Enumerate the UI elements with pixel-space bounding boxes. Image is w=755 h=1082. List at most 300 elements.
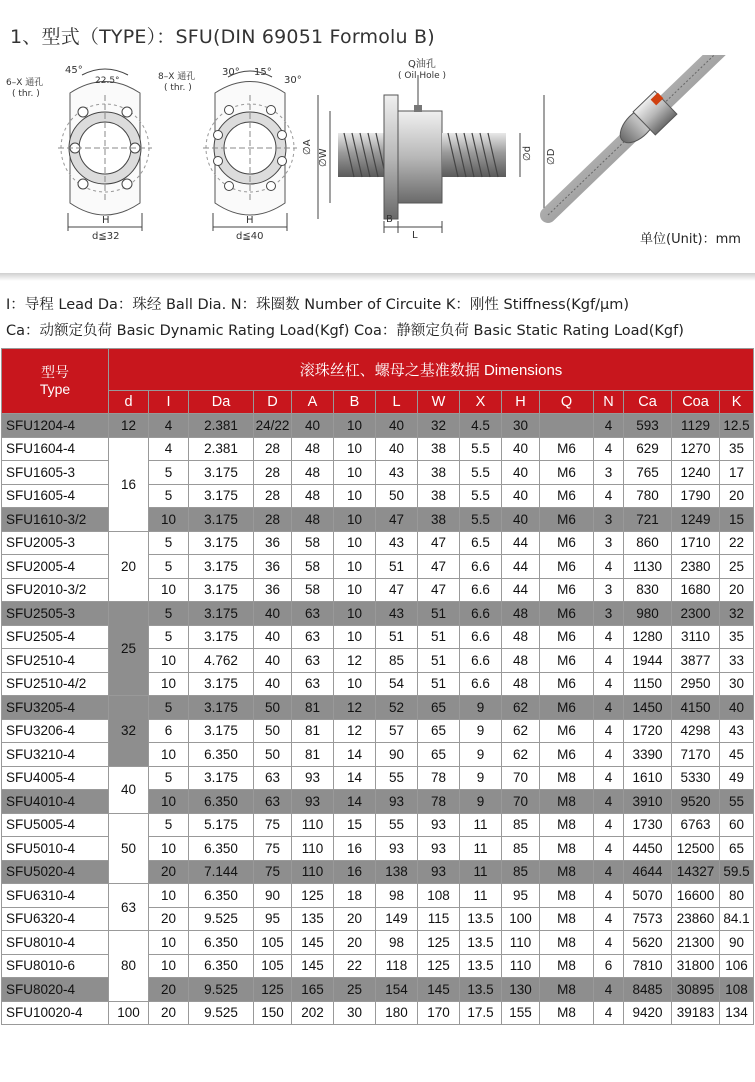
table-row (2, 437, 754, 461)
cell-q: M8 (540, 860, 594, 884)
cell-k: 15 (720, 508, 754, 532)
l-label: L (412, 230, 418, 241)
cell-k: 30 (720, 672, 754, 696)
cell-h: 44 (502, 531, 540, 555)
cell-b: 12 (334, 649, 376, 673)
cell-ca: 1944 (624, 649, 672, 673)
cell-q: M8 (540, 790, 594, 814)
cell-coa: 7170 (672, 743, 720, 767)
cell-ca: 9420 (624, 1001, 672, 1025)
cell-d: 150 (254, 1001, 292, 1025)
cell-h: 100 (502, 907, 540, 931)
column-header: Ca (624, 391, 672, 414)
angle-30b-label: 30° (284, 75, 302, 86)
cell-coa: 39183 (672, 1001, 720, 1025)
angle-15-label: 15° (254, 67, 272, 78)
cell-i: 5 (149, 625, 189, 649)
cell-ca: 980 (624, 602, 672, 626)
cell-b: 10 (334, 555, 376, 579)
cell-coa: 1680 (672, 578, 720, 602)
cell-x: 6.6 (460, 649, 502, 673)
cell-x: 11 (460, 884, 502, 908)
model-cell: SFU8010-4 (2, 931, 109, 955)
dia-d-large-label: ∅D (546, 148, 557, 165)
cell-i: 10 (149, 884, 189, 908)
cell-w: 38 (418, 461, 460, 485)
cell-coa: 1249 (672, 508, 720, 532)
cell-k: 84.1 (720, 907, 754, 931)
cell-a: 93 (292, 790, 334, 814)
model-cell: SFU3205-4 (2, 696, 109, 720)
table-row (2, 696, 754, 720)
cell-x: 11 (460, 860, 502, 884)
cell-ca: 3910 (624, 790, 672, 814)
cell-n: 4 (594, 884, 624, 908)
cell-n: 4 (594, 696, 624, 720)
cell-coa: 16600 (672, 884, 720, 908)
cell-n: 4 (594, 907, 624, 931)
shaft-diameter-cell: 40 (109, 766, 149, 813)
thr-label-2: ( thr. ) (164, 83, 192, 93)
model-cell: SFU3210-4 (2, 743, 109, 767)
cell-b: 10 (334, 461, 376, 485)
cell-w: 51 (418, 649, 460, 673)
h-label-2: H (246, 215, 254, 226)
cell-a: 58 (292, 555, 334, 579)
cell-k: 43 (720, 719, 754, 743)
column-header: d (109, 391, 149, 414)
flange-view-6-hole (6, 65, 152, 242)
shaft-diameter-cell: 16 (109, 437, 149, 531)
cell-b: 25 (334, 978, 376, 1002)
cell-h: 44 (502, 578, 540, 602)
cell-ca: 8485 (624, 978, 672, 1002)
cell-k: 60 (720, 813, 754, 837)
page-title: 1、型式（TYPE）：SFU(DIN 69051 Formolu B) (10, 26, 435, 48)
cell-b: 10 (334, 578, 376, 602)
d-le-40-label: d≦40 (236, 231, 264, 242)
cell-w: 51 (418, 625, 460, 649)
column-header: K (720, 391, 754, 414)
cell-x: 11 (460, 813, 502, 837)
cell-n: 4 (594, 978, 624, 1002)
column-header: Da (189, 391, 254, 414)
cell-b: 14 (334, 766, 376, 790)
cell-d: 75 (254, 813, 292, 837)
cell-a: 110 (292, 860, 334, 884)
column-header: Coa (672, 391, 720, 414)
cell-i: 6 (149, 719, 189, 743)
cell-i: 5 (149, 813, 189, 837)
cell-i: 10 (149, 837, 189, 861)
cell-coa: 14327 (672, 860, 720, 884)
cell-ca: 1450 (624, 696, 672, 720)
cell-n: 4 (594, 414, 624, 438)
cell-a: 93 (292, 766, 334, 790)
cell-a: 145 (292, 954, 334, 978)
cell-da: 3.175 (189, 719, 254, 743)
cell-ca: 5070 (624, 884, 672, 908)
model-cell: SFU1604-4 (2, 437, 109, 461)
cell-a: 81 (292, 696, 334, 720)
cell-x: 13.5 (460, 907, 502, 931)
cell-d: 105 (254, 931, 292, 955)
table-row (2, 813, 754, 837)
oil-hole-label: Q油孔 (408, 59, 436, 70)
cell-x: 9 (460, 743, 502, 767)
cell-a: 48 (292, 437, 334, 461)
cell-da: 3.175 (189, 602, 254, 626)
cell-q: M8 (540, 954, 594, 978)
model-cell: SFU6320-4 (2, 907, 109, 931)
model-cell: SFU8010-6 (2, 954, 109, 978)
cell-k: 25 (720, 555, 754, 579)
cell-ca: 780 (624, 484, 672, 508)
column-header: B (334, 391, 376, 414)
six-hole-label: 6–X 通孔 (6, 78, 44, 88)
cell-a: 135 (292, 907, 334, 931)
cell-d: 28 (254, 484, 292, 508)
cell-l: 47 (376, 578, 418, 602)
cell-l: 52 (376, 696, 418, 720)
shaft-diameter-cell: 12 (109, 414, 149, 438)
cell-da: 3.175 (189, 461, 254, 485)
cell-da: 6.350 (189, 931, 254, 955)
cell-k: 35 (720, 437, 754, 461)
cell-b: 15 (334, 813, 376, 837)
cell-coa: 12500 (672, 837, 720, 861)
cell-h: 48 (502, 649, 540, 673)
cell-l: 93 (376, 790, 418, 814)
cell-d: 40 (254, 625, 292, 649)
model-cell: SFU2010-3/2 (2, 578, 109, 602)
model-cell: SFU5010-4 (2, 837, 109, 861)
cell-ca: 1610 (624, 766, 672, 790)
cell-w: 47 (418, 555, 460, 579)
cell-k: 20 (720, 484, 754, 508)
cell-b: 10 (334, 508, 376, 532)
cell-da: 3.175 (189, 531, 254, 555)
cell-w: 38 (418, 508, 460, 532)
cell-n: 4 (594, 766, 624, 790)
cell-b: 10 (334, 602, 376, 626)
cell-l: 51 (376, 625, 418, 649)
cell-d: 24/22 (254, 414, 292, 438)
cell-da: 7.144 (189, 860, 254, 884)
cell-coa: 1710 (672, 531, 720, 555)
cell-l: 43 (376, 602, 418, 626)
cell-w: 51 (418, 672, 460, 696)
cell-x: 9 (460, 696, 502, 720)
cell-l: 138 (376, 860, 418, 884)
cell-w: 32 (418, 414, 460, 438)
cell-n: 4 (594, 625, 624, 649)
cell-l: 51 (376, 555, 418, 579)
cell-l: 55 (376, 813, 418, 837)
cell-q: M8 (540, 813, 594, 837)
cell-n: 4 (594, 837, 624, 861)
cell-i: 10 (149, 931, 189, 955)
cell-ca: 593 (624, 414, 672, 438)
model-cell: SFU1204-4 (2, 414, 109, 438)
cell-b: 10 (334, 484, 376, 508)
dia-w-label: ∅W (318, 148, 329, 167)
cell-da: 6.350 (189, 884, 254, 908)
cell-d: 40 (254, 672, 292, 696)
cell-q: M6 (540, 696, 594, 720)
cell-q: M8 (540, 766, 594, 790)
cell-w: 145 (418, 978, 460, 1002)
b-label: B (386, 214, 393, 225)
cell-w: 125 (418, 954, 460, 978)
model-cell: SFU2510-4/2 (2, 672, 109, 696)
oil-hole-en-label: ( Oil Hole ) (398, 71, 447, 81)
shaft-diameter-cell: 50 (109, 813, 149, 884)
cell-n: 4 (594, 790, 624, 814)
cell-w: 78 (418, 790, 460, 814)
cell-q: M6 (540, 484, 594, 508)
cell-k: 55 (720, 790, 754, 814)
cell-da: 3.175 (189, 625, 254, 649)
cell-coa: 23860 (672, 907, 720, 931)
cell-l: 40 (376, 437, 418, 461)
cell-coa: 9520 (672, 790, 720, 814)
cell-h: 110 (502, 954, 540, 978)
cell-h: 62 (502, 743, 540, 767)
cell-q: M6 (540, 508, 594, 532)
cell-q: M6 (540, 602, 594, 626)
cell-x: 13.5 (460, 954, 502, 978)
cell-b: 30 (334, 1001, 376, 1025)
cell-l: 93 (376, 837, 418, 861)
cell-k: 65 (720, 837, 754, 861)
table-row (2, 414, 754, 438)
cell-da: 9.525 (189, 907, 254, 931)
shaft-diameter-cell: 100 (109, 1001, 149, 1025)
column-header: N (594, 391, 624, 414)
cell-da: 3.175 (189, 484, 254, 508)
cell-n: 4 (594, 484, 624, 508)
cell-i: 20 (149, 978, 189, 1002)
cell-w: 65 (418, 743, 460, 767)
dimensions-header: 滚珠丝杠、螺母之基准数据 Dimensions (109, 349, 754, 391)
cell-h: 85 (502, 837, 540, 861)
cell-a: 81 (292, 719, 334, 743)
cell-h: 70 (502, 766, 540, 790)
cell-h: 40 (502, 508, 540, 532)
cell-w: 38 (418, 437, 460, 461)
table-row (2, 531, 754, 555)
cell-k: 17 (720, 461, 754, 485)
cell-w: 78 (418, 766, 460, 790)
cell-q: M6 (540, 672, 594, 696)
dia-a-label: ∅A (302, 139, 313, 155)
model-cell: SFU2505-3 (2, 602, 109, 626)
cell-w: 125 (418, 931, 460, 955)
cell-d: 125 (254, 978, 292, 1002)
cell-i: 5 (149, 602, 189, 626)
cell-coa: 1240 (672, 461, 720, 485)
angle-22-5-label: 22.5° (95, 76, 120, 86)
cell-l: 98 (376, 931, 418, 955)
cell-ca: 1280 (624, 625, 672, 649)
model-cell: SFU5005-4 (2, 813, 109, 837)
cell-coa: 6763 (672, 813, 720, 837)
cell-a: 110 (292, 813, 334, 837)
cell-d: 36 (254, 531, 292, 555)
cell-n: 4 (594, 437, 624, 461)
cell-coa: 3110 (672, 625, 720, 649)
cell-coa: 4150 (672, 696, 720, 720)
cell-b: 22 (334, 954, 376, 978)
cell-n: 3 (594, 531, 624, 555)
column-header: A (292, 391, 334, 414)
cell-d: 28 (254, 437, 292, 461)
cell-k: 106 (720, 954, 754, 978)
cell-w: 93 (418, 860, 460, 884)
cell-da: 6.350 (189, 743, 254, 767)
cell-i: 5 (149, 696, 189, 720)
model-cell: SFU8020-4 (2, 978, 109, 1002)
cell-l: 118 (376, 954, 418, 978)
cell-n: 4 (594, 743, 624, 767)
cell-l: 50 (376, 484, 418, 508)
column-header: W (418, 391, 460, 414)
cell-l: 43 (376, 461, 418, 485)
cell-i: 20 (149, 907, 189, 931)
cell-a: 48 (292, 484, 334, 508)
cell-coa: 30895 (672, 978, 720, 1002)
cell-l: 47 (376, 508, 418, 532)
cell-h: 110 (502, 931, 540, 955)
cell-ca: 1150 (624, 672, 672, 696)
cell-x: 5.5 (460, 437, 502, 461)
model-cell: SFU4005-4 (2, 766, 109, 790)
cell-w: 51 (418, 602, 460, 626)
cell-x: 4.5 (460, 414, 502, 438)
table-row (2, 602, 754, 626)
table-row (2, 766, 754, 790)
cell-i: 5 (149, 461, 189, 485)
cell-n: 4 (594, 649, 624, 673)
cell-q: M6 (540, 649, 594, 673)
cell-b: 14 (334, 790, 376, 814)
cell-ca: 830 (624, 578, 672, 602)
cell-k: 80 (720, 884, 754, 908)
cell-k: 20 (720, 578, 754, 602)
cell-ca: 3390 (624, 743, 672, 767)
angle-30a-label: 30° (222, 67, 240, 78)
cell-l: 54 (376, 672, 418, 696)
cell-coa: 1270 (672, 437, 720, 461)
table-row (2, 931, 754, 955)
cell-ca: 7810 (624, 954, 672, 978)
cell-k: 12.5 (720, 414, 754, 438)
cell-coa: 5330 (672, 766, 720, 790)
cell-n: 3 (594, 578, 624, 602)
cell-a: 125 (292, 884, 334, 908)
cell-ca: 860 (624, 531, 672, 555)
nut-side-view (302, 57, 557, 241)
column-header: D (254, 391, 292, 414)
cell-a: 48 (292, 461, 334, 485)
cell-b: 10 (334, 531, 376, 555)
cell-da: 9.525 (189, 978, 254, 1002)
cell-q: M8 (540, 931, 594, 955)
cell-k: 32 (720, 602, 754, 626)
model-cell: SFU6310-4 (2, 884, 109, 908)
h-label-1: H (102, 215, 110, 226)
cell-x: 6.6 (460, 555, 502, 579)
cell-i: 10 (149, 743, 189, 767)
cell-h: 130 (502, 978, 540, 1002)
model-cell: SFU2510-4 (2, 649, 109, 673)
cell-q: M6 (540, 719, 594, 743)
cell-i: 20 (149, 860, 189, 884)
cell-a: 63 (292, 672, 334, 696)
cell-coa: 1790 (672, 484, 720, 508)
cell-h: 30 (502, 414, 540, 438)
cell-d: 90 (254, 884, 292, 908)
cell-x: 5.5 (460, 508, 502, 532)
cell-a: 63 (292, 649, 334, 673)
cell-a: 110 (292, 837, 334, 861)
cell-h: 48 (502, 625, 540, 649)
cell-d: 40 (254, 602, 292, 626)
cell-da: 3.175 (189, 555, 254, 579)
cell-da: 4.762 (189, 649, 254, 673)
cell-k: 108 (720, 978, 754, 1002)
cell-k: 59.5 (720, 860, 754, 884)
model-cell: SFU1605-4 (2, 484, 109, 508)
cell-da: 3.175 (189, 508, 254, 532)
cell-i: 10 (149, 578, 189, 602)
cell-i: 10 (149, 790, 189, 814)
column-header: Q (540, 391, 594, 414)
cell-x: 5.5 (460, 484, 502, 508)
cell-a: 63 (292, 602, 334, 626)
angle-45-label: 45° (65, 65, 83, 76)
cell-n: 3 (594, 508, 624, 532)
cell-n: 6 (594, 954, 624, 978)
cell-k: 33 (720, 649, 754, 673)
ballscrew-product-image (548, 55, 735, 215)
cell-a: 145 (292, 931, 334, 955)
cell-k: 22 (720, 531, 754, 555)
cell-k: 45 (720, 743, 754, 767)
cell-coa: 2950 (672, 672, 720, 696)
model-cell: SFU1605-3 (2, 461, 109, 485)
model-header: 型号 Type (2, 349, 109, 414)
model-cell: SFU2005-4 (2, 555, 109, 579)
cell-b: 20 (334, 907, 376, 931)
cell-x: 11 (460, 837, 502, 861)
cell-a: 202 (292, 1001, 334, 1025)
cell-x: 6.6 (460, 672, 502, 696)
cell-b: 10 (334, 625, 376, 649)
cell-a: 58 (292, 531, 334, 555)
model-cell: SFU2505-4 (2, 625, 109, 649)
cell-x: 17.5 (460, 1001, 502, 1025)
cell-d: 105 (254, 954, 292, 978)
cell-l: 57 (376, 719, 418, 743)
model-cell: SFU4010-4 (2, 790, 109, 814)
cell-n: 4 (594, 860, 624, 884)
shaft-diameter-cell: 80 (109, 931, 149, 1002)
legend-line-1: I：导程 Lead Da：珠经 Ball Dia. N：珠圈数 Number of Circuite K：刚性 Stiffness(Kgf/μm) (6, 297, 629, 313)
cell-d: 63 (254, 790, 292, 814)
cell-da: 3.175 (189, 766, 254, 790)
